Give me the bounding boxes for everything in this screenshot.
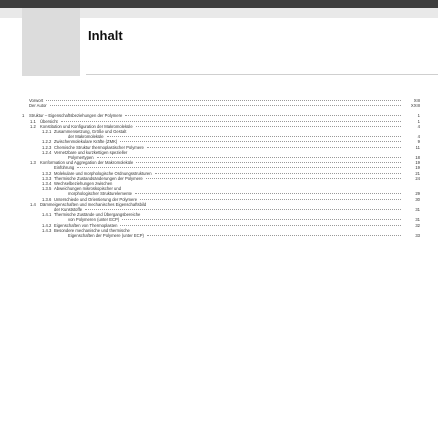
toc-entry-number: 1.4.1 [42, 212, 52, 218]
toc-leader-dots [147, 235, 401, 236]
toc-leader-dots [120, 141, 401, 142]
toc-leader-dots [140, 199, 401, 200]
toc-entry-page: 19 [415, 160, 420, 166]
toc-leader-dots [155, 173, 401, 174]
toc-entry-number: 1.3 [30, 160, 36, 166]
toc-entry-number: 1.3.3 [42, 175, 52, 181]
toc-entry-page: 4 [417, 123, 420, 129]
toc-entry-number: 1.3.4 [42, 181, 52, 187]
top-border-bar [0, 0, 438, 8]
toc-entry-title: Struktur – Eigenschaftsbeziehungen der Polymere [29, 113, 123, 119]
toc-entry-title: von Polymeren (unter ECP) [68, 217, 120, 223]
toc-entry-page: 24 [415, 175, 420, 181]
toc-leader-dots [107, 136, 401, 137]
toc-entry-page: XIII [413, 98, 420, 103]
toc-entry-number: 1.3.5 [42, 186, 52, 192]
toc-entry-number: 1.1 [30, 118, 36, 124]
toc-entry-page: 33 [415, 233, 420, 239]
toc-entry-title: Vernetzbare und kurzkettigen spezieller [54, 149, 128, 155]
toc-entry-page: 1 [417, 113, 420, 119]
toc-entry-number: 1.4.2 [42, 222, 52, 228]
toc-entry-page: 9 [417, 139, 420, 145]
toc-entry-page: 18 [415, 155, 420, 161]
toc-leader-dots [135, 193, 401, 194]
toc-entry-title: Eigenschaften der Polymere (unter ECP) [68, 233, 144, 239]
toc-leader-dots [97, 157, 401, 158]
toc-entry-title: Vorwort [29, 98, 44, 103]
toc-entry-title: Wechselbeziehungen zwischen [54, 181, 113, 187]
toc-entry-title: Zusammensetzung, Größe und Gestalt [54, 129, 127, 135]
toc-entry-title: Molekulare und morphologische Ordnungsstrukturen [54, 170, 152, 176]
toc-leader-dots [146, 178, 401, 179]
toc-leader-dots [77, 167, 401, 168]
toc-leader-dots [120, 225, 401, 226]
toc-entry-title: der Kunststoffe [54, 207, 83, 213]
toc-entry-page: 30 [415, 196, 420, 202]
toc-entry-number: 1.2.2 [42, 139, 52, 145]
toc-entry-title: Unterschiede und Orientierung der Polymere [54, 196, 138, 202]
toc-leader-dots [85, 209, 401, 210]
toc-leader-dots [136, 126, 401, 127]
toc-entry-page: XXIII [410, 103, 420, 109]
toc-entry-page: 19 [415, 165, 420, 171]
toc-entry-title: Übersicht [40, 118, 58, 124]
toc-leader-dots [136, 162, 401, 163]
toc-entry-number: 1.3.2 [42, 170, 52, 176]
toc-leader-dots [147, 147, 401, 148]
toc-entry-title: Eigenschaften von Thermoplasten [54, 222, 118, 228]
title-divider [86, 74, 438, 75]
toc-entry-page: 31 [415, 207, 420, 213]
toc-leader-dots [122, 219, 401, 220]
toc-entry[interactable] [22, 233, 420, 238]
toc-entry-title: Zwischenmolekulare Kräfte (ZMK) [54, 139, 118, 145]
toc-leader-dots [61, 121, 401, 122]
toc-entry-number: 1.4 [30, 201, 36, 207]
toc-entry-number: 1.2.1 [42, 129, 52, 135]
toc-entry-page: 4 [417, 134, 420, 140]
toc-entry-title: Besondere mechanische und thermische [54, 227, 130, 233]
toc-entry-title: Dämmeigenschaften und mechanisches Eigenschaftsbild [40, 201, 147, 207]
toc-entry-title: Chemische Struktur thermoplastischer Polymere [54, 144, 144, 150]
toc-entry-number: 1 [22, 113, 25, 119]
toc-entry-number: 1.3.6 [42, 196, 52, 202]
toc-entry-title: morphologischer Strukturelemente [68, 191, 133, 197]
toc-entry-title: Einführung [54, 165, 75, 171]
toc-entry-page: 11 [415, 144, 420, 150]
toc-entry-page: 32 [415, 222, 420, 228]
toc-entry-page: 1 [417, 118, 420, 124]
toc-entry-number: 1.2.3 [42, 144, 52, 150]
table-of-contents [22, 98, 420, 238]
toc-entry-number: 1.2 [30, 123, 36, 129]
toc-entry-number: 1.2.4 [42, 149, 52, 155]
page-title: Inhalt [88, 28, 123, 43]
toc-leader-dots [50, 105, 401, 106]
toc-leader-dots [46, 100, 401, 101]
toc-entry-number: 1.4.3 [42, 227, 52, 233]
chapter-marker-box [22, 8, 80, 76]
toc-entry-title: Konstitution und Konfiguration der Makromoleküle [40, 123, 133, 129]
toc-entry-title: Thermische Zustände und Übergangsbereiche [54, 212, 141, 218]
toc-entry-title: der Makromoleküle [68, 134, 104, 140]
toc-entry-page: 31 [415, 217, 420, 223]
toc-entry-title: Konformation und Aggregation der Makromoleküle [40, 160, 134, 166]
toc-entry-title: Polymertypen [68, 155, 94, 161]
toc-entry-title: Thermische Zustandsänderungen der Polymere [54, 175, 143, 181]
toc-leader-dots [125, 115, 401, 116]
toc-entry-title: Abweichungen mikroskopischer und [54, 186, 122, 192]
toc-entry-title: Der Autor [29, 103, 47, 109]
toc-entry-page: 29 [415, 191, 420, 197]
toc-entry-page: 21 [415, 170, 420, 176]
